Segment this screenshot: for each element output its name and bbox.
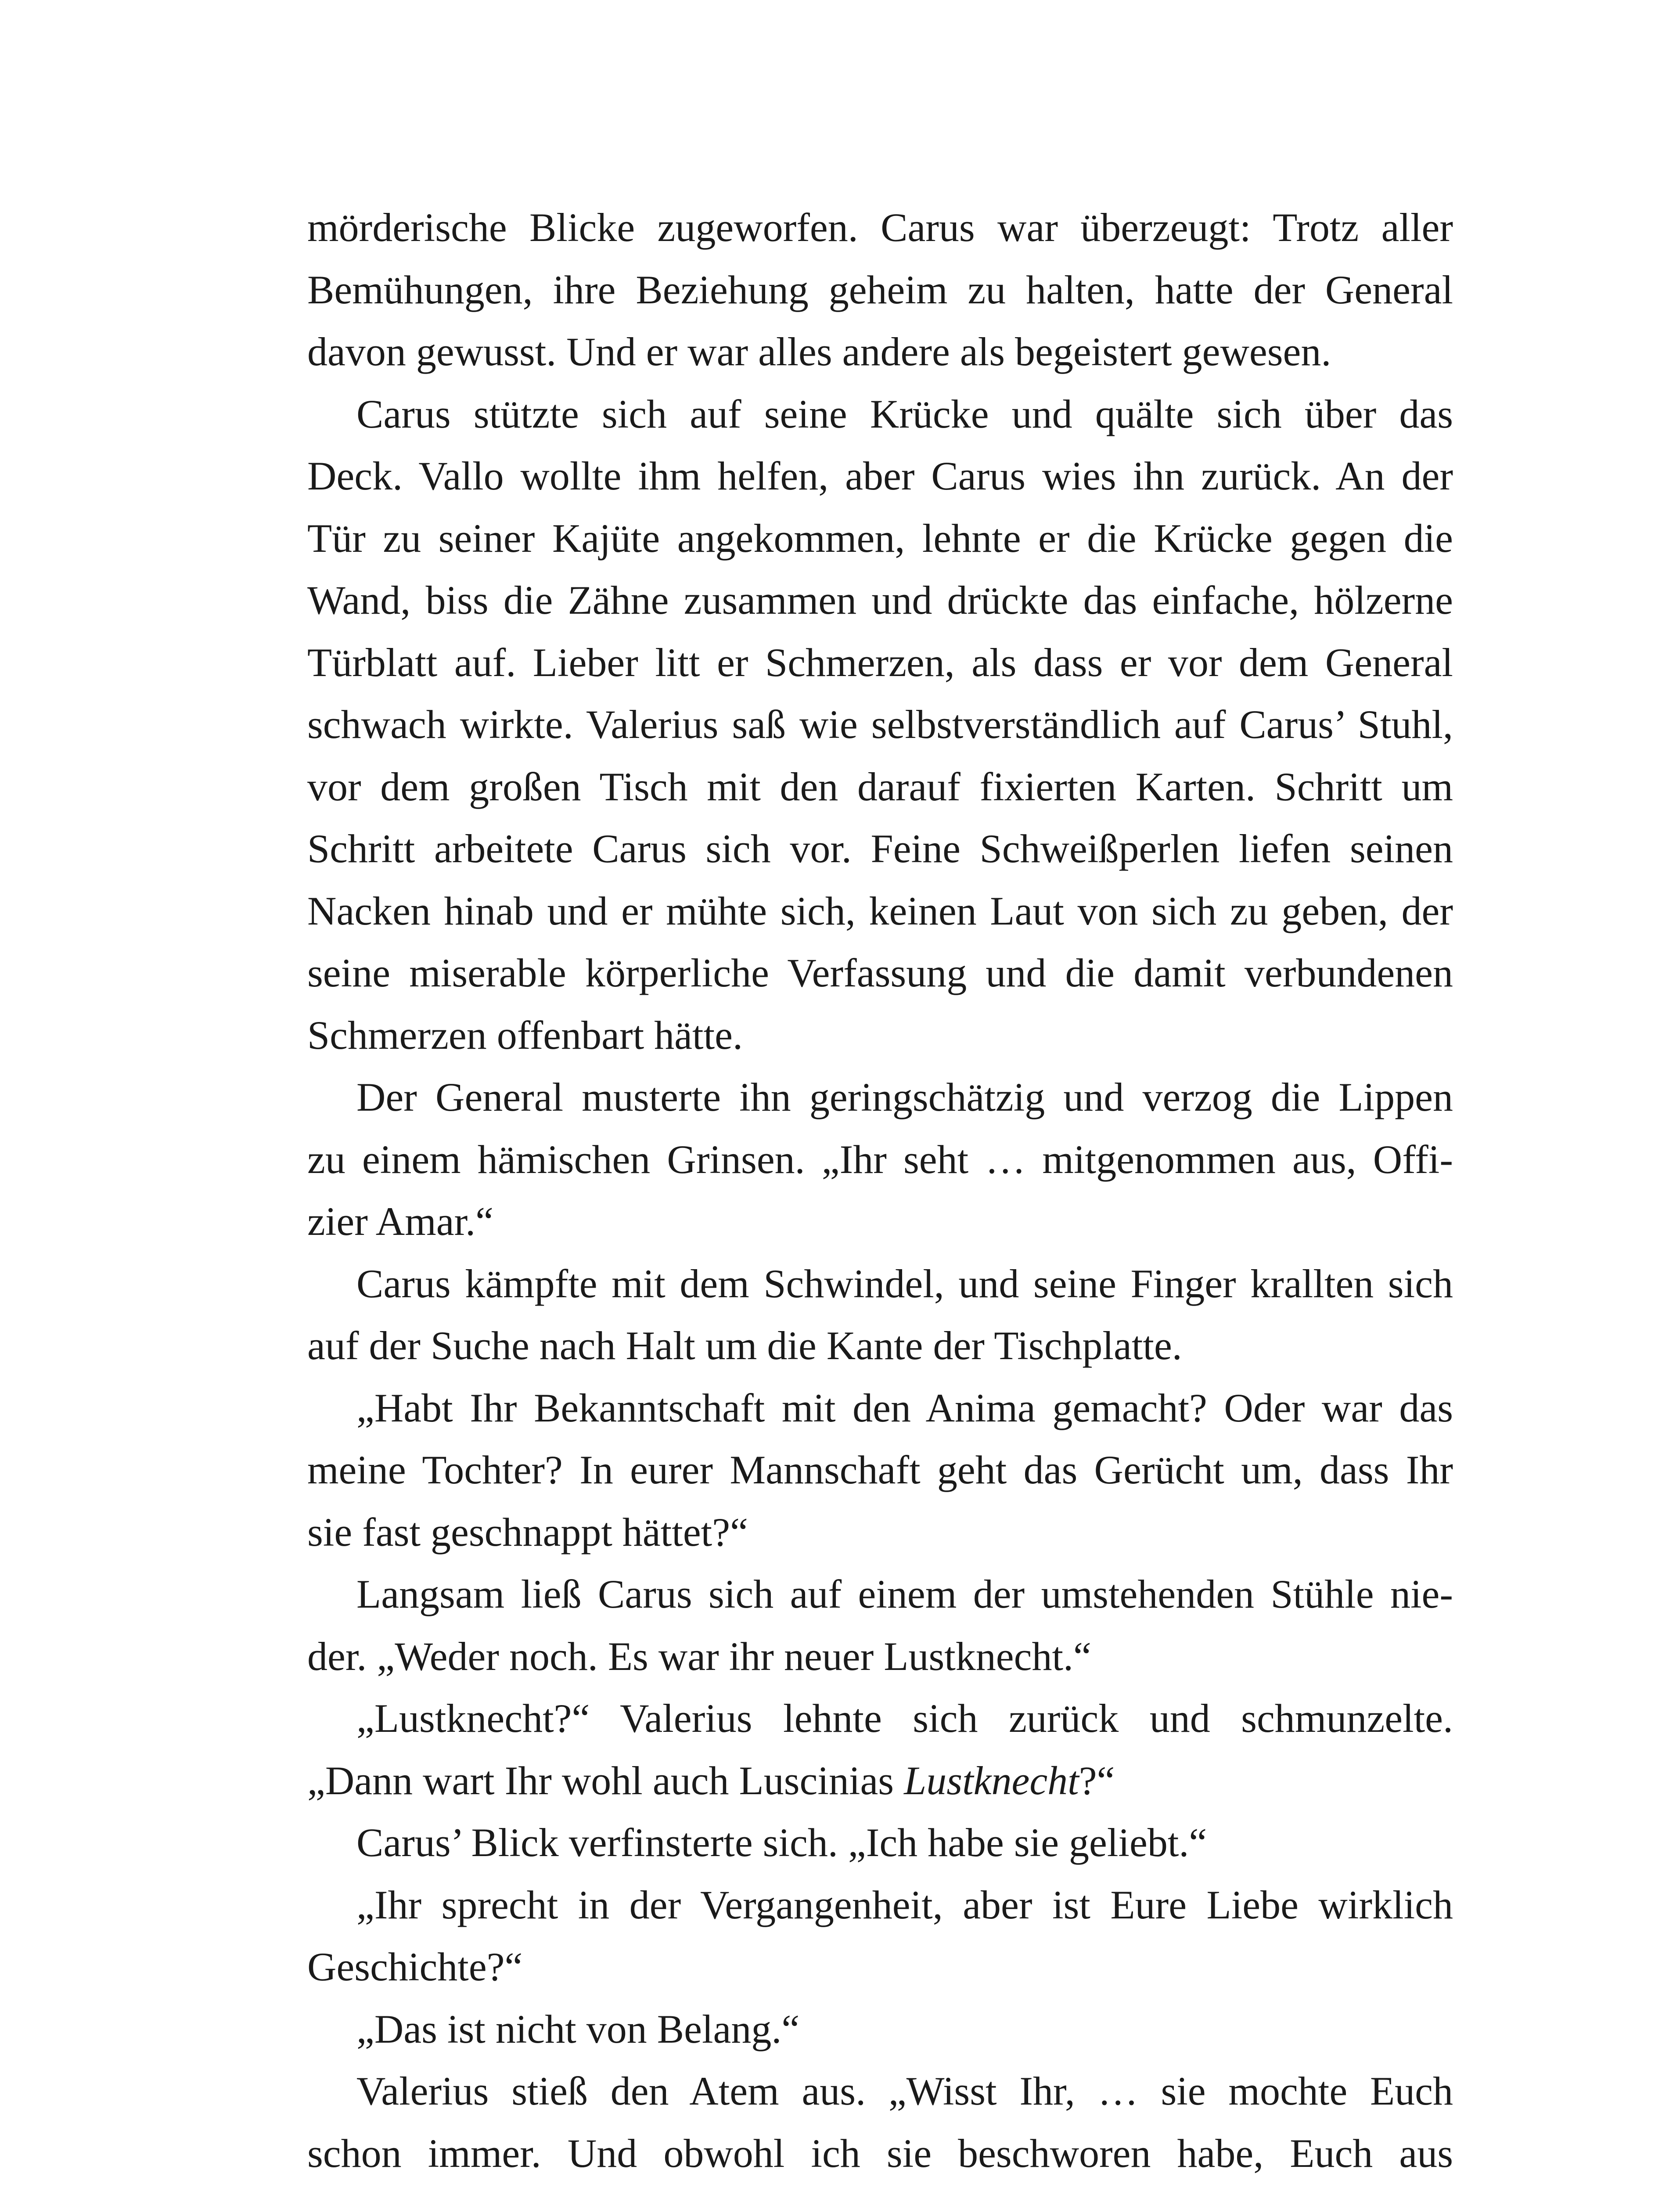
text-line: Valerius stieß den Atem aus. „Wisst Ihr, … sie mochte Euch <box>356 2069 1453 2113</box>
text-line: der. „Weder noch. Es war ihr neuer Lustknecht.“ <box>307 1634 1091 1679</box>
text-line: sie fast geschnappt hättet?“ <box>307 1509 748 1554</box>
text-line <box>307 1750 1453 1812</box>
text-line: schwach wirkte. Valerius saß wie selbstverständlich auf Carus’ Stuhl, <box>307 702 1453 747</box>
italic-word: Lustknecht <box>904 1758 1079 1803</box>
text-line: Wand, biss die Zähne zusammen und drückte das einfache, hölzerne <box>307 578 1453 623</box>
text-line: schon immer. Und obwohl ich sie beschworen habe, Euch aus <box>307 2130 1453 2176</box>
text-line: Tür zu seiner Kajüte angekommen, lehnte er die Krücke gegen die <box>307 515 1453 561</box>
text-line: Carus stützte sich auf seine Krücke und quälte sich über das <box>356 391 1453 436</box>
text-line: „Habt Ihr Bekanntschaft mit den Anima gemacht? Oder war das <box>356 1385 1453 1430</box>
text-line: Schmerzen offenbart hätte. <box>307 1012 743 1058</box>
text-segment: „Dann wart Ihr wohl auch Luscinias <box>307 1758 904 1803</box>
text-line: Langsam ließ Carus sich auf einem der umstehenden Stühle nie- <box>356 1572 1453 1616</box>
text-line: Der General musterte ihn geringschätzig und verzog die Lippen <box>356 1075 1453 1119</box>
text-line: davon gewusst. Und er war alles andere als begeistert gewesen. <box>307 329 1331 374</box>
text-line: Deck. Vallo wollte ihm helfen, aber Carus wies ihn zurück. An der <box>307 453 1453 498</box>
text-line: Geschichte?“ <box>307 1944 523 1989</box>
text-line: „Das ist nicht von Belang.“ <box>356 2006 800 2051</box>
text-line: zu einem hämischen Grinsen. „Ihr seht … mitgenommen aus, Offi- <box>307 1137 1453 1182</box>
text-line: „Lustknecht?“ Valerius lehnte sich zurück und schmunzelte. <box>356 1696 1453 1741</box>
text-line: Carus kämpfte mit dem Schwindel, und seine Finger krallten sich <box>356 1261 1453 1306</box>
text-line: auf der Suche nach Halt um die Kante der Tischplatte. <box>307 1323 1182 1368</box>
text-line: Carus’ Blick verfinsterte sich. „Ich habe sie geliebt.“ <box>356 1820 1207 1865</box>
text-line: Schritt arbeitete Carus sich vor. Feine Schweißperlen liefen seinen <box>307 826 1453 871</box>
body-text <box>307 197 1453 2184</box>
text-line: seine miserable körperliche Verfassung und die damit verbundenen <box>307 950 1453 995</box>
text-line: zier Amar.“ <box>307 1199 494 1244</box>
text-segment: ?“ <box>1079 1758 1115 1803</box>
text-line: vor dem großen Tisch mit den darauf fixierten Karten. Schritt um <box>307 764 1453 809</box>
text-line: meine Tochter? In eurer Mannschaft geht das Gerücht um, dass Ihr <box>307 1447 1453 1492</box>
text-line: Türblatt auf. Lieber litt er Schmerzen, als dass er vor dem General <box>307 640 1453 685</box>
text-line: Bemühungen, ihre Beziehung geheim zu halten, hatte der General <box>307 267 1453 312</box>
text-line: Nacken hinab und er mühte sich, keinen Laut von sich zu geben, der <box>307 888 1453 933</box>
text-line: „Ihr sprecht in der Vergangenheit, aber ist Eure Liebe wirklich <box>356 1882 1453 1927</box>
text-line: mörderische Blicke zugeworfen. Carus war überzeugt: Trotz aller <box>307 205 1453 250</box>
